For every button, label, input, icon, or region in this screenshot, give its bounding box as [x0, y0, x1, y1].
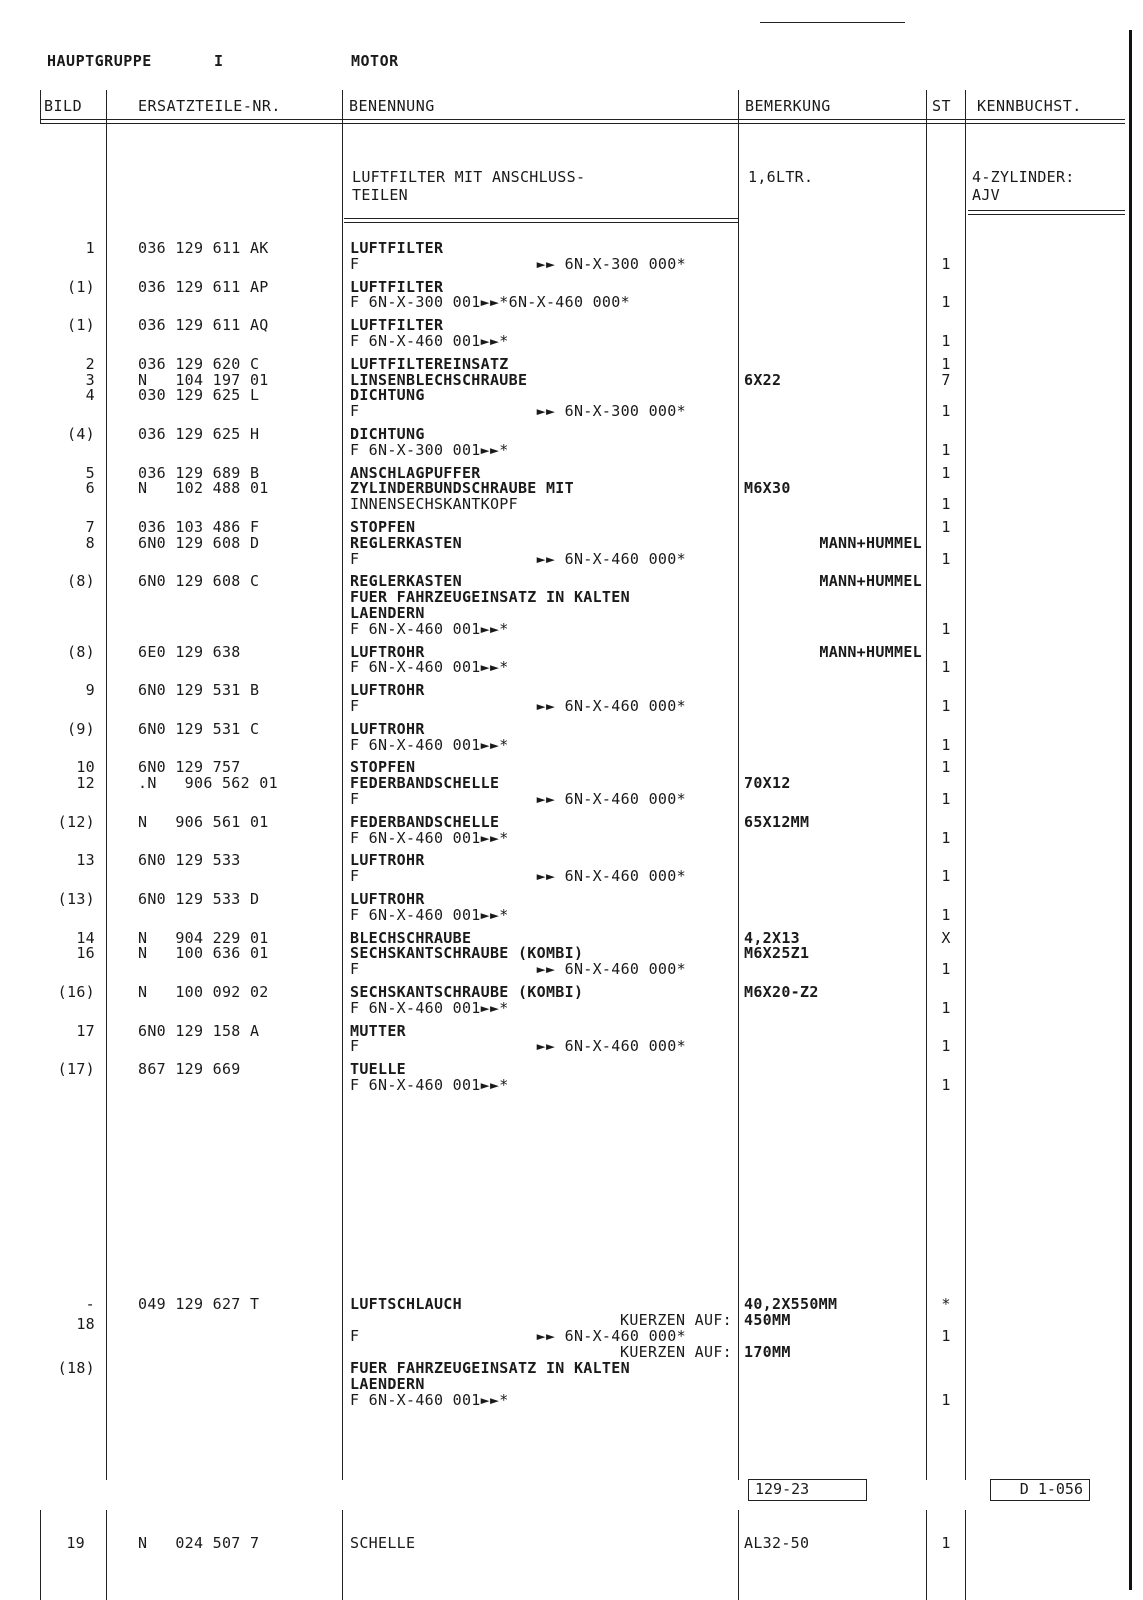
row-bild: (4) — [67, 425, 95, 443]
row-st: 1 — [941, 828, 951, 847]
row-part-number: 036 129 625 H — [138, 425, 260, 443]
row-name: LUFTROHR — [350, 719, 425, 738]
row-sub: F ►► 6N-X-460 000* — [350, 697, 686, 715]
group-number: I — [214, 52, 224, 70]
hose-bild-18b: (18) — [57, 1359, 95, 1377]
page-code-box: 129-23 — [748, 1479, 867, 1501]
hose-bild: - — [85, 1295, 95, 1313]
row-st: 1 — [941, 354, 951, 373]
sheet-number-box: D 1-056 — [990, 1479, 1090, 1501]
hose-cold-line2: LAENDERN — [350, 1375, 425, 1393]
row-bild: 13 — [76, 851, 95, 870]
row-sub: F 6N-X-460 001►►* — [350, 905, 509, 924]
hose-st: * — [941, 1295, 951, 1313]
hose-cold-line1: FUER FAHRZEUGEINSATZ IN KALTEN — [350, 1359, 630, 1377]
row-name: STOPFEN — [350, 758, 416, 777]
col-line-bem — [926, 90, 927, 1480]
row-bemerkung: 70X12 — [744, 774, 791, 793]
row-part-number: 867 129 669 — [138, 1060, 241, 1079]
section-rule-2 — [344, 222, 738, 223]
row-bild: (17) — [57, 1060, 95, 1079]
row-part-number: 036 129 611 AK — [138, 239, 269, 257]
cont-line-left — [40, 1510, 41, 1600]
hose-st2: 1 — [941, 1391, 951, 1409]
row-st: 1 — [941, 735, 951, 754]
header-rule-top — [40, 119, 1125, 120]
row-name: MUTTER — [350, 1021, 406, 1040]
row-part-number: 6N0 129 533 D — [138, 890, 260, 908]
row-name: SECHSKANTSCHRAUBE (KOMBI) — [350, 944, 584, 963]
row-bild: (9) — [67, 719, 95, 738]
cont-line-bem — [926, 1510, 927, 1600]
row-part-number: 6N0 129 533 — [138, 851, 241, 870]
row-sub: F ►► 6N-X-460 000* — [350, 960, 686, 979]
row-st: 7 — [941, 370, 951, 389]
row-bild: 6 — [85, 479, 95, 498]
row-part-number: 6N0 129 757 — [138, 758, 241, 777]
row-sub: FUER FAHRZEUGEINSATZ IN KALTEN — [350, 588, 630, 607]
row-bild: 1 — [85, 239, 95, 257]
row-st: 1 — [941, 332, 951, 350]
row-st: 1 — [941, 463, 951, 482]
section-bemerkung: 1,6LTR. — [748, 168, 814, 186]
col-line-left — [40, 90, 41, 124]
row-bild: 3 — [85, 370, 95, 389]
row-part-number: 036 129 611 AP — [138, 277, 269, 296]
row-st: 1 — [941, 790, 951, 808]
row-part-number: .N 906 562 01 — [138, 774, 278, 793]
row-bild: (8) — [67, 572, 95, 591]
col-line-part — [342, 90, 343, 1480]
row-sub: F ►► 6N-X-460 000* — [350, 1037, 686, 1056]
row-st: 1 — [941, 697, 951, 715]
row-bild: 16 — [76, 944, 95, 963]
row-st: 1 — [941, 867, 951, 886]
row-st: 1 — [941, 440, 951, 459]
section-rule-1 — [344, 218, 738, 219]
row-name: LUFTFILTER — [350, 277, 444, 296]
row-name: BLECHSCHRAUBE — [350, 928, 472, 947]
row-st: 1 — [941, 402, 951, 421]
hose-cut1-value: 450MM — [744, 1311, 791, 1329]
row-bemerkung: MANN+HUMMEL — [819, 533, 922, 552]
top-rule — [760, 22, 905, 23]
row-part-number: 036 103 486 F — [138, 518, 260, 536]
row-bild: (8) — [67, 642, 95, 661]
col-bemerkung: BEMERKUNG — [745, 97, 831, 115]
row-st: 1 — [941, 998, 951, 1017]
group-name: MOTOR — [351, 52, 399, 70]
row-st: 1 — [941, 758, 951, 777]
section-kenn-line1: 4-ZYLINDER: — [972, 168, 1075, 186]
row-bild: (1) — [67, 277, 95, 296]
row-bemerkung: MANN+HUMMEL — [819, 642, 922, 661]
row-part-number: 036 129 611 AQ — [138, 316, 269, 335]
col-st: ST — [932, 97, 952, 115]
row-sub: F ►► 6N-X-300 000* — [350, 402, 686, 421]
row-part-number: N 102 488 01 — [138, 479, 269, 498]
row-name: ZYLINDERBUNDSCHRAUBE MIT — [350, 479, 574, 498]
row-st: 1 — [941, 619, 951, 638]
row-sub: F 6N-X-460 001►►* — [350, 332, 509, 350]
group-label: HAUPTGRUPPE — [47, 52, 152, 70]
row-part-number: 6N0 129 608 D — [138, 533, 260, 552]
hose-part-number: 049 129 627 T — [138, 1295, 260, 1313]
row-part-number: 6E0 129 638 — [138, 642, 241, 661]
cont-line-name — [738, 1510, 739, 1600]
row-bild: 14 — [76, 928, 95, 947]
row-sub2: LAENDERN — [350, 604, 425, 622]
hose-cut2-value: 170MM — [744, 1343, 791, 1361]
row-st: 1 — [941, 549, 951, 568]
col-line-bild — [106, 90, 107, 1480]
row-name: FEDERBANDSCHELLE — [350, 812, 500, 831]
cont-bemerkung: AL32-50 — [744, 1534, 810, 1552]
row-bild: (12) — [57, 812, 95, 831]
row-part-number: 6N0 129 608 C — [138, 572, 260, 591]
row-bemerkung: M6X20-Z2 — [744, 983, 819, 1001]
page-edge-rule — [1129, 30, 1132, 1590]
row-st: 1 — [941, 293, 951, 312]
row-bemerkung: M6X30 — [744, 479, 791, 498]
row-sub: F 6N-X-460 001►►* — [350, 735, 509, 754]
row-name: LUFTROHR — [350, 890, 425, 908]
row-part-number: N 104 197 01 — [138, 370, 269, 389]
row-part-number: N 904 229 01 — [138, 928, 269, 947]
row-part-number: 036 129 689 B — [138, 463, 260, 482]
row-name: SECHSKANTSCHRAUBE (KOMBI) — [350, 983, 584, 1001]
row-name: LUFTFILTER — [350, 239, 444, 257]
col-kennbuchst: KENNBUCHST. — [977, 97, 1082, 115]
row-bild: 9 — [85, 681, 95, 700]
row-sub: F 6N-X-300 001►►* — [350, 440, 509, 459]
row-st: 1 — [941, 518, 951, 536]
row-bemerkung: 65X12MM — [744, 812, 810, 831]
row-name: TUELLE — [350, 1060, 406, 1079]
section-kenn-line2: AJV — [972, 186, 1000, 204]
row-bild: 10 — [76, 758, 95, 777]
row-name: DICHTUNG — [350, 425, 425, 443]
row-part-number: N 100 636 01 — [138, 944, 269, 963]
row-bild: (16) — [57, 983, 95, 1001]
hose-sub2: F 6N-X-460 001►►* — [350, 1391, 509, 1409]
header-rule-bottom — [40, 123, 1125, 124]
row-bild: 12 — [76, 774, 95, 793]
col-benennung: BENENNUNG — [349, 97, 435, 115]
row-part-number: 6N0 129 531 B — [138, 681, 260, 700]
row-st: 1 — [941, 905, 951, 924]
hose-cut1: KUERZEN AUF: — [620, 1311, 732, 1329]
col-ersatzteile: ERSATZTEILE-NR. — [138, 97, 281, 115]
hose-cut2: KUERZEN AUF: — [620, 1343, 732, 1361]
row-part-number: N 906 561 01 — [138, 812, 269, 831]
col-bild: BILD — [44, 97, 83, 115]
row-name: REGLERKASTEN — [350, 533, 462, 552]
row-bild: (13) — [57, 890, 95, 908]
row-part-number: 6N0 129 531 C — [138, 719, 260, 738]
cont-name: SCHELLE — [350, 1534, 416, 1552]
row-bemerkung: MANN+HUMMEL — [819, 572, 922, 591]
row-name: ANSCHLAGPUFFER — [350, 463, 481, 482]
row-bemerkung: M6X25Z1 — [744, 944, 810, 963]
row-sub3: F 6N-X-460 001►►* — [350, 619, 509, 638]
row-sub: F 6N-X-460 001►►* — [350, 828, 509, 847]
row-st: 1 — [941, 1037, 951, 1056]
row-bemerkung: 4,2X13 — [744, 928, 800, 947]
row-bild: 7 — [85, 518, 95, 536]
cont-line-bild — [106, 1510, 107, 1600]
row-name: LUFTFILTER — [350, 316, 444, 335]
row-bild: 8 — [85, 533, 95, 552]
row-sub: F ►► 6N-X-460 000* — [350, 549, 686, 568]
row-name: DICHTUNG — [350, 386, 425, 405]
hose-name: LUFTSCHLAUCH — [350, 1295, 462, 1313]
col-line-st — [965, 90, 966, 1480]
section-title-line2: TEILEN — [352, 186, 408, 204]
row-sub: F 6N-X-460 001►►* — [350, 998, 509, 1017]
row-sub: F ►► 6N-X-460 000* — [350, 867, 686, 886]
row-st: 1 — [941, 658, 951, 677]
row-name: STOPFEN — [350, 518, 416, 536]
row-sub: F ►► 6N-X-460 000* — [350, 790, 686, 808]
row-name: LUFTROHR — [350, 681, 425, 700]
row-bild: 4 — [85, 386, 95, 405]
row-st: 1 — [941, 495, 951, 514]
cont-st: 1 — [941, 1534, 951, 1552]
row-sub: F 6N-X-460 001►►* — [350, 1076, 509, 1094]
row-sub: F ►► 6N-X-300 000* — [350, 254, 686, 273]
hose-st1: 1 — [941, 1327, 951, 1345]
row-bemerkung: 6X22 — [744, 370, 782, 389]
row-name: REGLERKASTEN — [350, 572, 462, 591]
col-line-name — [738, 90, 739, 1480]
hose-sub1: F ►► 6N-X-460 000* — [350, 1327, 686, 1345]
row-sub: F 6N-X-300 001►►*6N-X-460 000* — [350, 293, 630, 312]
row-sub: F 6N-X-460 001►►* — [350, 658, 509, 677]
row-name: LUFTROHR — [350, 851, 425, 870]
row-part-number: 036 129 620 C — [138, 354, 260, 373]
kenn-rule-2 — [968, 214, 1125, 215]
cont-line-st — [965, 1510, 966, 1600]
row-bild: (1) — [67, 316, 95, 335]
row-part-number: 030 129 625 L — [138, 386, 260, 405]
row-part-number: N 100 092 02 — [138, 983, 269, 1001]
section-title-line1: LUFTFILTER MIT ANSCHLUSS- — [352, 168, 586, 186]
row-name: LUFTROHR — [350, 642, 425, 661]
row-st: 1 — [941, 1076, 951, 1094]
row-bild: 17 — [76, 1021, 95, 1040]
row-part-number: 6N0 129 158 A — [138, 1021, 260, 1040]
cont-bild: 19 — [66, 1534, 85, 1552]
row-st: X — [941, 928, 951, 947]
kenn-rule-1 — [968, 210, 1125, 211]
row-name: LINSENBLECHSCHRAUBE — [350, 370, 528, 389]
cont-line-part — [342, 1510, 343, 1600]
cont-part-number: N 024 507 7 — [138, 1534, 260, 1552]
row-bild: 2 — [85, 354, 95, 373]
hose-bild-18: 18 — [76, 1315, 95, 1333]
row-sub: INNENSECHSKANTKOPF — [350, 495, 518, 514]
row-st: 1 — [941, 254, 951, 273]
row-st: 1 — [941, 960, 951, 979]
row-name: LUFTFILTEREINSATZ — [350, 354, 509, 373]
row-name: FEDERBANDSCHELLE — [350, 774, 500, 793]
hose-bemerkung: 40,2X550MM — [744, 1295, 838, 1313]
row-bild: 5 — [85, 463, 95, 482]
